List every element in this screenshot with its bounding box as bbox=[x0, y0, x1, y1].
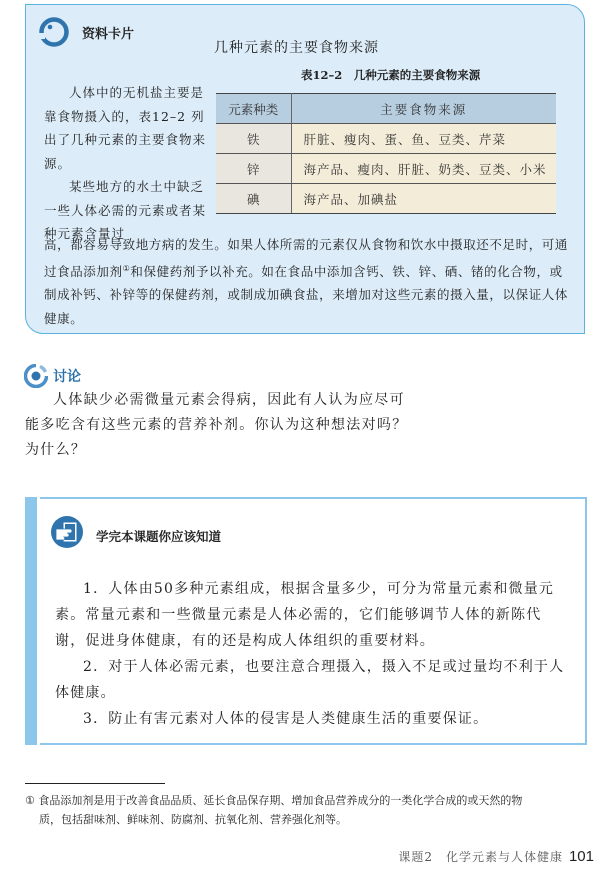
summary-item: 3．防止有害元素对人体的侵害是人类健康生活的重要保证。 bbox=[83, 711, 489, 727]
info-card bbox=[25, 4, 585, 334]
side-paragraph: 人体中的无机盐主要是靠食物摄入的，表12–2 列出了几种元素的主要食物来源。 bbox=[44, 85, 207, 171]
table-row bbox=[216, 124, 556, 154]
side-paragraph: 某些地方的水土中缺乏一些人体必需的元素或者某种元素含量过 bbox=[44, 179, 207, 241]
info-card-side-text bbox=[44, 81, 212, 246]
discussion-line: 人体缺少必需微量元素会得病，因此有人认为应尽可 bbox=[53, 392, 405, 408]
header-sources: 主要食物来源 bbox=[291, 94, 556, 124]
discussion-line: 为什么？ bbox=[25, 442, 87, 458]
info-circle-icon bbox=[38, 16, 70, 48]
wide-text-part: 高，都容易导致地方病的发生。如果人体所需的元素仅从食物和饮水中摄取还不足时，可通过食品添加剂 bbox=[44, 237, 569, 279]
header-element: 元素种类 bbox=[216, 94, 291, 124]
footnote-line bbox=[25, 791, 590, 810]
summary-item: 2．对于人体必需元素，也要注意合理摄入，摄入不足或过量均不利于人体健康。 bbox=[55, 659, 565, 701]
summary-box bbox=[40, 497, 587, 745]
cell-element: 铁 bbox=[216, 124, 291, 154]
discussion-line: 能多吃含有这些元素的营养补剂。你认为这种想法对吗？ bbox=[25, 417, 408, 433]
table-row bbox=[216, 154, 556, 184]
footnote bbox=[25, 791, 590, 829]
cell-sources: 海产品、瘦肉、肝脏、奶类、豆类、小米 bbox=[291, 154, 556, 184]
food-source-table bbox=[216, 93, 556, 214]
summary-item: 1．人体由50多种元素组成，根据含量多少，可分为常量元素和微量元素。常量元素和一些微量元素是人体必需的，它们能够调节人体的新陈代谢，促进身体健康，有的还是构成人体组织的重要材料。 bbox=[55, 581, 555, 649]
summary-title: 学完本课题你应该知道 bbox=[96, 529, 222, 544]
cell-sources: 海产品、加碘盐 bbox=[291, 184, 556, 214]
table-header-row bbox=[216, 94, 556, 124]
info-card-title: 几种元素的主要食物来源 bbox=[214, 40, 379, 56]
summary-body bbox=[55, 576, 570, 732]
info-card-label: 资料卡片 bbox=[82, 27, 135, 42]
discussion-icon bbox=[24, 364, 48, 388]
footnote-line: 质，包括甜味剂、鲜味剂、防腐剂、抗氧化剂、营养强化剂等。 bbox=[39, 813, 347, 826]
footnote-divider bbox=[25, 783, 165, 784]
hand-book-icon bbox=[50, 515, 84, 549]
discussion-body bbox=[25, 388, 465, 463]
info-card-wide-text bbox=[44, 233, 574, 330]
summary-accent-bar bbox=[25, 497, 37, 745]
cell-element: 锌 bbox=[216, 154, 291, 184]
cell-sources: 肝脏、瘦肉、蛋、鱼、豆类、芹菜 bbox=[291, 124, 556, 154]
page-footer bbox=[398, 848, 594, 865]
footnote-text: 食品添加剂是用于改善食品品质、延长食品保存期、增加食品营养成分的一类化学合成的或天然的物 bbox=[38, 794, 523, 807]
cell-element: 碘 bbox=[216, 184, 291, 214]
footnote-mark: ① bbox=[25, 794, 35, 807]
wide-text-part: 和保健药剂予以补充。如在食品中添加含钙、铁、锌、硒、锗的化合物，或制成补钙、补锌等的保健药剂，或制成加碘食盐，来增加对这些元素的摄入量，以保证人体健康。 bbox=[44, 263, 569, 326]
table-row bbox=[216, 184, 556, 214]
chapter-title: 课题2 化学元素与人体健康 bbox=[398, 850, 563, 864]
page-number: 101 bbox=[568, 848, 594, 865]
discussion-title: 讨论 bbox=[53, 369, 81, 385]
footnote-reference[interactable]: ① bbox=[122, 263, 131, 273]
table-caption: 表12–2 几种元素的主要食物来源 bbox=[301, 68, 481, 82]
